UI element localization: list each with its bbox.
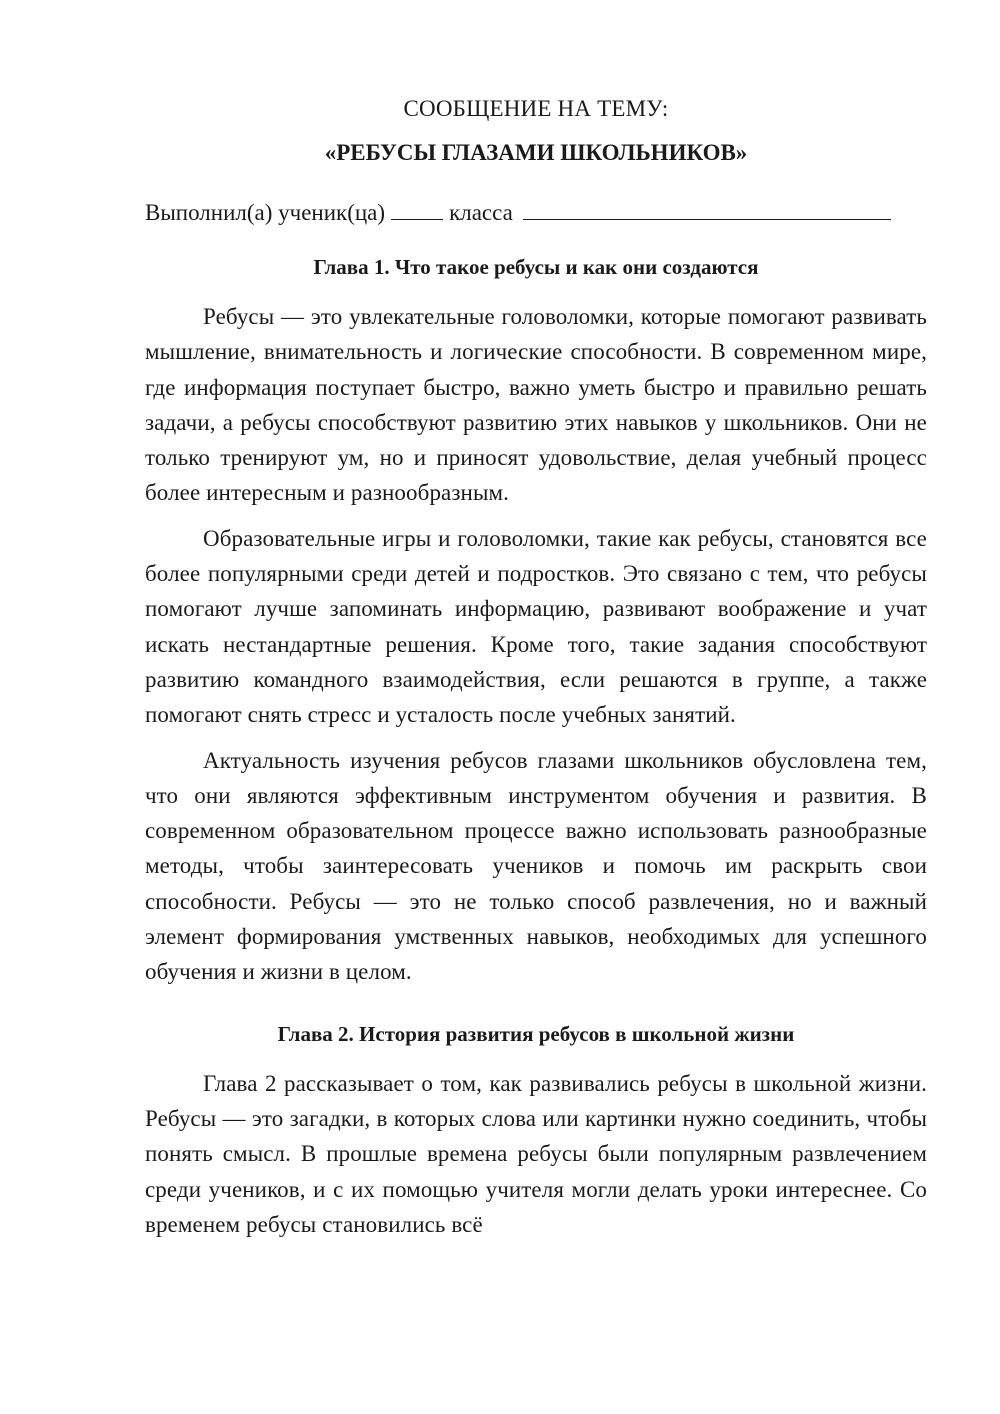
chapter-1-paragraph-2: Образовательные игры и головоломки, такие как ребусы, становятся все более популярными среди детей и подростков. Это связано с тем, что ребусы помогают лучше запоминать информацию, развивают воображение и учат искать нестандартные решения. Кроме того, такие задания способствуют развитию командного взаимодействия, если решаются в группе, а также помогают снять стресс и усталость после учебных занятий. [145, 525, 927, 728]
chapter-2-paragraph-1: Глава 2 рассказывает о том, как развивались ребусы в школьной жизни. Ребусы — это загадки, в которых слова или картинки нужно соединить, чтобы понять смысл. В прошлые времена ребусы были популярным развлечением среди учеников, и с их помощью учителя могли делать уроки интереснее. Со временем ребусы становились всё [145, 1070, 927, 1237]
author-line [145, 196, 927, 230]
document-title: СООБЩЕНИЕ НА ТЕМУ: [403, 96, 669, 121]
chapter-1-heading: Глава 1. Что такое ребусы и как они создаются [313, 255, 759, 279]
chapter-1-paragraph-3: Актуальность изучения ребусов глазами школьников обусловлена тем, что они являются эффективным инструментом обучения и развития. В современном образовательном процессе важно использовать разнообразные методы, чтобы заинтересовать учеников и помочь им раскрыть свои способности. Ребусы — это не только способ развлечения, но и важный элемент формирования умственных навыков, необходимых для успешного обучения и жизни в целом. [145, 747, 927, 985]
class-number-blank[interactable] [391, 197, 443, 220]
student-name-blank[interactable] [523, 197, 891, 220]
document-subtitle: «РЕБУСЫ ГЛАЗАМИ ШКОЛЬНИКОВ» [324, 140, 748, 165]
author-prefix: Выполнил(а) ученик(ца) [145, 200, 386, 225]
chapter-2-heading: Глава 2. История развития ребусов в школьной жизни [277, 1021, 795, 1046]
document-page [145, 92, 927, 1242]
chapter-1-paragraph-1: Ребусы — это увлекательные головоломки, которые помогают развивать мышление, внимательность и логические способности. В современном мире, где информация поступает быстро, важно уметь быстро и правильно решать задачи, а ребусы способствуют развитию этих навыков у школьников. Они не только тренируют ум, но и приносят удовольствие, делая учебный процесс более интересным и разнообразным. [145, 304, 927, 506]
author-class-word: класса [449, 200, 513, 225]
